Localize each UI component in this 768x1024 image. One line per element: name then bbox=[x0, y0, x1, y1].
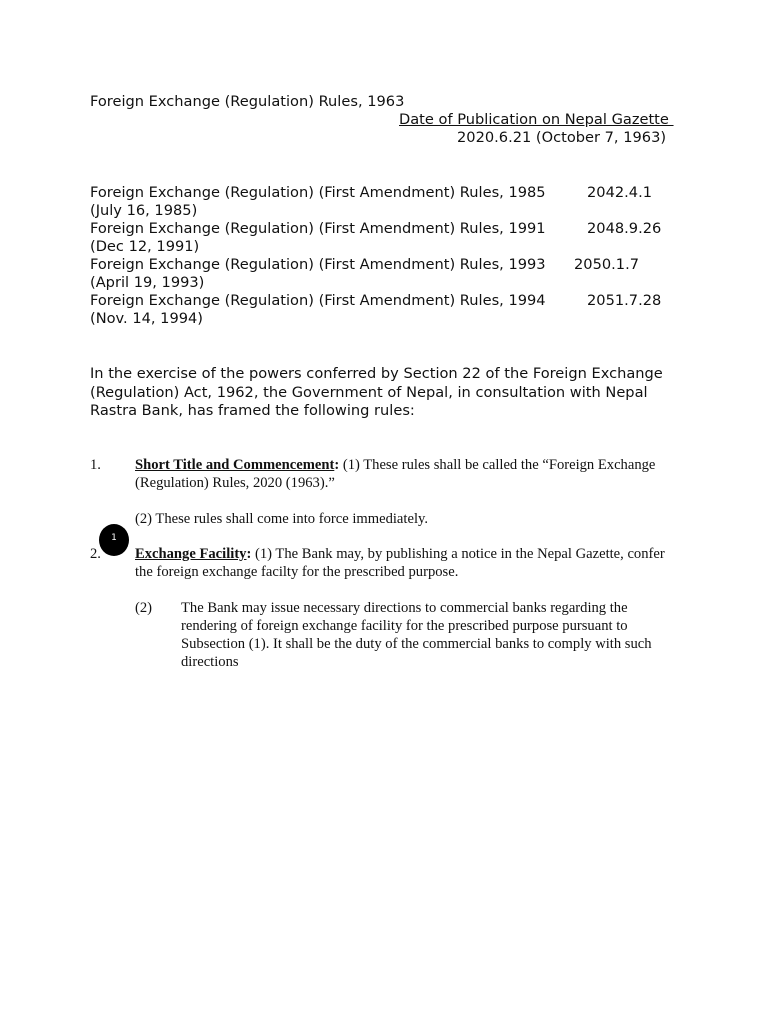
document-title: Foreign Exchange (Regulation) Rules, 1963 bbox=[90, 93, 405, 110]
rule-1-text bbox=[135, 456, 685, 492]
amendment-name: Foreign Exchange (Regulation) (First Amendment) Rules, 1991 bbox=[90, 220, 546, 237]
rule-heading-colon: : bbox=[246, 546, 252, 562]
amendment-date: 2042.4.1 bbox=[587, 184, 652, 201]
amendment-entry bbox=[90, 220, 690, 256]
amendment-english-date: (Nov. 14, 1994) bbox=[90, 310, 204, 327]
rule-body: (1) The Bank may, by publishing a notice in the Nepal Gazette, confer the foreign exchange facilty for the prescribed purpose. bbox=[135, 546, 665, 580]
preamble: In the exercise of the powers conferred by Section 22 of the Foreign Exchange (Regulation) Act, 1962, the Government of Nepal, in consultation with Nepal Rastra Bank, has framed the following rules: bbox=[90, 365, 663, 419]
amendment-date: 2050.1.7 bbox=[574, 256, 639, 273]
publication-date: 2020.6.21 (October 7, 1963) bbox=[457, 129, 667, 146]
amendment-english-date: (April 19, 1993) bbox=[90, 274, 205, 291]
rule-number: 1. bbox=[90, 457, 101, 473]
rule-heading: Short Title and Commencement bbox=[135, 457, 335, 473]
amendment-entry bbox=[90, 256, 690, 292]
amendment-date: 2048.9.26 bbox=[587, 220, 662, 237]
rule-2-text bbox=[135, 545, 685, 581]
amendment-english-date: (July 16, 1985) bbox=[90, 202, 198, 219]
amendment-english-date: (Dec 12, 1991) bbox=[90, 238, 200, 255]
amendment-date: 2051.7.28 bbox=[587, 292, 662, 309]
subsection-number: (2) bbox=[135, 600, 153, 616]
rule-heading-colon: : bbox=[334, 457, 340, 473]
publication-date-label: Date of Publication on Nepal Gazette bbox=[399, 111, 674, 128]
amendment-entry bbox=[90, 292, 690, 328]
rule-1-subsection-2: (2) These rules shall come into force immediately. bbox=[135, 511, 428, 527]
rule-2-subsection-2: The Bank may issue necessary directions to commercial banks regarding the rendering of foreign exchange facility for the prescribed purpose pursuant to Subsection (1). It shall be the duty of the commercial banks to comply with such directions bbox=[181, 600, 652, 670]
amendment-name: Foreign Exchange (Regulation) (First Amendment) Rules, 1985 bbox=[90, 184, 546, 201]
amendment-name: Foreign Exchange (Regulation) (First Amendment) Rules, 1993 bbox=[90, 256, 546, 273]
rule-heading: Exchange Facility bbox=[135, 546, 247, 562]
amendment-name: Foreign Exchange (Regulation) (First Amendment) Rules, 1994 bbox=[90, 292, 546, 309]
footnote-marker-badge[interactable]: 1 bbox=[99, 524, 129, 556]
rule-number: 2. bbox=[90, 546, 101, 562]
rule-body: (1) These rules shall be called the “Foreign Exchange (Regulation) Rules, 2020 (1963).” bbox=[135, 457, 656, 491]
amendment-entry bbox=[90, 184, 690, 220]
